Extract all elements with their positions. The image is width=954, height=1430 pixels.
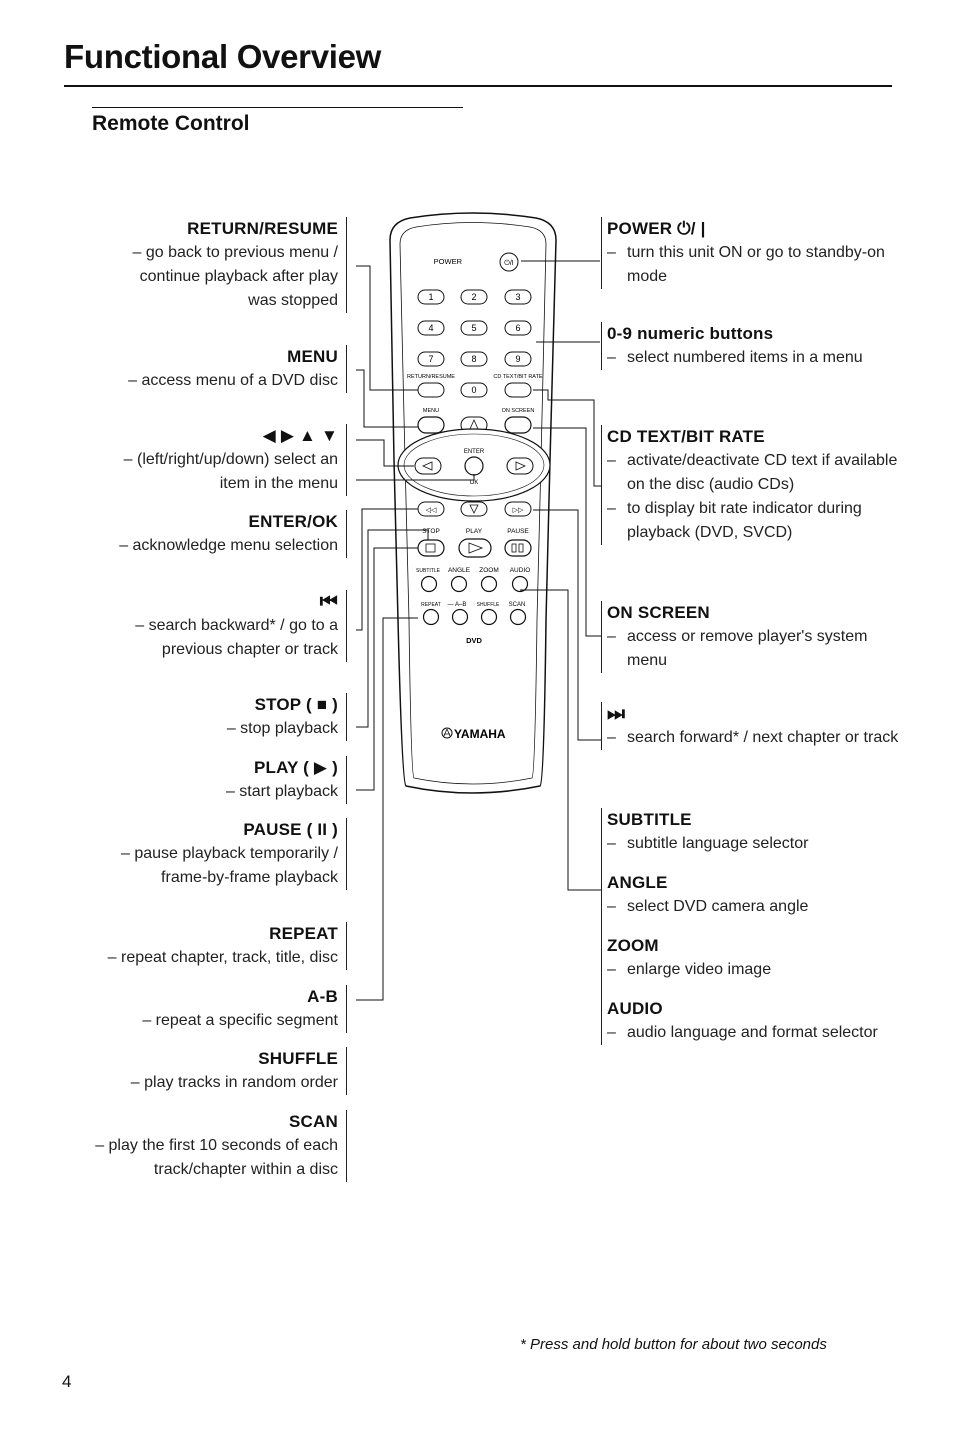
previous-icon: ◁◁ <box>425 507 437 514</box>
leader-arrows <box>356 440 414 466</box>
leader-repeat <box>356 930 383 1000</box>
desc-item: to display bit rate indicator during playback (DVD, SVCD) <box>627 500 862 541</box>
footnote: * Press and hold button for about two seconds <box>520 1336 827 1353</box>
power-label: POWER <box>433 257 462 266</box>
digit-label: 2 <box>471 292 477 302</box>
desc-line: – (left/right/up/down) select an <box>123 451 338 468</box>
desc-line: continue playback after play <box>139 268 338 285</box>
heading: PAUSE ( II ) <box>243 820 338 839</box>
power-icon: ⏻/I <box>504 260 514 267</box>
angle-label: ANGLE <box>447 567 471 574</box>
zoom-label: ZOOM <box>479 567 499 574</box>
heading: ANGLE <box>607 873 668 892</box>
leader-stop <box>356 530 428 727</box>
return-label: RETURN/RESUME <box>407 374 455 380</box>
cd-text-label: CD TEXT/BIT RATE <box>493 374 543 380</box>
desc-line: track/chapter within a disc <box>153 1161 338 1178</box>
dvd-label: DVD <box>466 636 482 645</box>
leader-on-screen <box>533 428 601 636</box>
heading: SCAN <box>289 1112 338 1131</box>
desc-line: item in the menu <box>219 475 338 492</box>
ab-label: — A–B <box>447 602 467 608</box>
subtitle-label: SUBTITLE <box>416 568 440 574</box>
brand-logo: YAMAHA <box>454 727 506 741</box>
desc-line: – pause playback temporarily / <box>121 845 338 862</box>
leader-return <box>356 266 418 390</box>
ok-label: OK <box>469 480 479 486</box>
heading: 0-9 numeric buttons <box>607 324 774 343</box>
shuffle-label: SHUFFLE <box>476 602 500 608</box>
heading: SUBTITLE <box>607 810 692 829</box>
page-number: 4 <box>62 1372 72 1391</box>
desc-numeric: 0-9 numeric buttons – select numbered items in a menu <box>601 322 907 370</box>
heading: A-B <box>307 987 338 1006</box>
previous-icon: ⏮ <box>319 591 338 613</box>
desc-item: search forward* / next chapter or track <box>627 729 899 746</box>
audio-label: AUDIO <box>509 567 531 574</box>
desc-item: select DVD camera angle <box>627 898 809 915</box>
scan-label: SCAN <box>508 602 526 608</box>
heading: ZOOM <box>607 936 659 955</box>
desc-item: turn this unit ON or go to standby-on mode <box>627 244 885 285</box>
digit-label: 7 <box>428 354 434 364</box>
digit-label: 0 <box>471 385 477 395</box>
next-icon: ⏭ <box>607 703 626 725</box>
stop-label: STOP <box>422 528 440 535</box>
leader-play <box>356 548 418 790</box>
desc-line: – play the first 10 seconds of each <box>95 1137 338 1154</box>
desc-line: – go back to previous menu / <box>132 244 338 261</box>
leader-menu <box>356 370 418 427</box>
desc-cd-text: CD TEXT/BIT RATE – activate/deactivate CD text if available on the disc (audio CDs) – to display bit rate indicator during playback (DVD, SVCD) <box>601 425 907 545</box>
desc-next: ⏭ – search forward* / next chapter or track <box>601 702 907 750</box>
desc-item: activate/deactivate CD text if available on the disc (audio CDs) <box>627 452 898 493</box>
desc-line: was stopped <box>248 292 338 309</box>
desc-line: frame-by-frame playback <box>161 869 338 886</box>
section-title: Remote Control <box>92 112 250 135</box>
desc-line: – search backward* / go to a <box>135 617 338 634</box>
heading: REPEAT <box>269 924 338 943</box>
desc-subtitle: SUBTITLE – subtitle language selector ANGLE – select DVD camera angle ZOOM – enlarge video image AUDIO – audio language and format selector <box>601 808 907 1045</box>
next-icon: ▷▷ <box>512 507 524 514</box>
play-label: PLAY <box>465 528 483 535</box>
desc-power: POWER ⏻/ | – turn this unit ON or go to standby-on mode <box>601 217 907 289</box>
desc-line: – play tracks in random order <box>130 1074 338 1091</box>
heading: POWER ⏻/ | <box>607 219 706 238</box>
leader-enter <box>356 474 474 480</box>
leader-next <box>533 510 601 740</box>
heading: RETURN/RESUME <box>187 219 338 238</box>
repeat-label: REPEAT <box>421 602 441 608</box>
heading: AUDIO <box>607 999 663 1018</box>
desc-line: – access menu of a DVD disc <box>128 372 338 389</box>
desc-item: enlarge video image <box>627 961 772 978</box>
desc-line: – repeat a specific segment <box>142 1012 338 1029</box>
leader-pause <box>383 618 418 930</box>
desc-item: select numbered items in a menu <box>627 349 863 366</box>
desc-on-screen: ON SCREEN – access or remove player's system menu <box>601 601 907 673</box>
page-title: Functional Overview <box>64 38 382 75</box>
desc-item: subtitle language selector <box>627 835 809 852</box>
enter-label: ENTER <box>463 449 485 455</box>
heading: MENU <box>287 347 338 366</box>
desc-line: – stop playback <box>226 720 338 737</box>
desc-line: previous chapter or track <box>161 641 338 658</box>
heading: ENTER/OK <box>248 512 338 531</box>
desc-item: audio language and format selector <box>627 1024 878 1041</box>
digit-label: 1 <box>428 292 434 302</box>
desc-line: – acknowledge menu selection <box>119 537 338 554</box>
heading: CD TEXT/BIT RATE <box>607 427 765 446</box>
digit-label: 9 <box>515 354 521 364</box>
on-screen-label: ON SCREEN <box>501 408 535 414</box>
arrow-icons: ◀ ▶ ▲ ▼ <box>262 426 338 445</box>
heading: STOP ( ■ ) <box>254 695 338 714</box>
digit-label: 6 <box>515 323 521 333</box>
digit-label: 4 <box>428 323 434 333</box>
leader-cd-text <box>533 390 601 486</box>
leader-previous <box>356 509 418 630</box>
heading: ON SCREEN <box>607 603 710 622</box>
pause-label: PAUSE <box>507 528 529 535</box>
desc-line: – repeat chapter, track, title, disc <box>107 949 338 966</box>
digit-label: 5 <box>471 323 477 333</box>
heading: SHUFFLE <box>258 1049 338 1068</box>
digit-label: 3 <box>515 292 521 302</box>
desc-item: access or remove player's system menu <box>627 628 868 669</box>
heading: PLAY ( ▶ ) <box>253 758 338 777</box>
digit-label: 8 <box>471 354 477 364</box>
desc-line: – start playback <box>225 783 338 800</box>
menu-label: MENU <box>422 408 440 414</box>
